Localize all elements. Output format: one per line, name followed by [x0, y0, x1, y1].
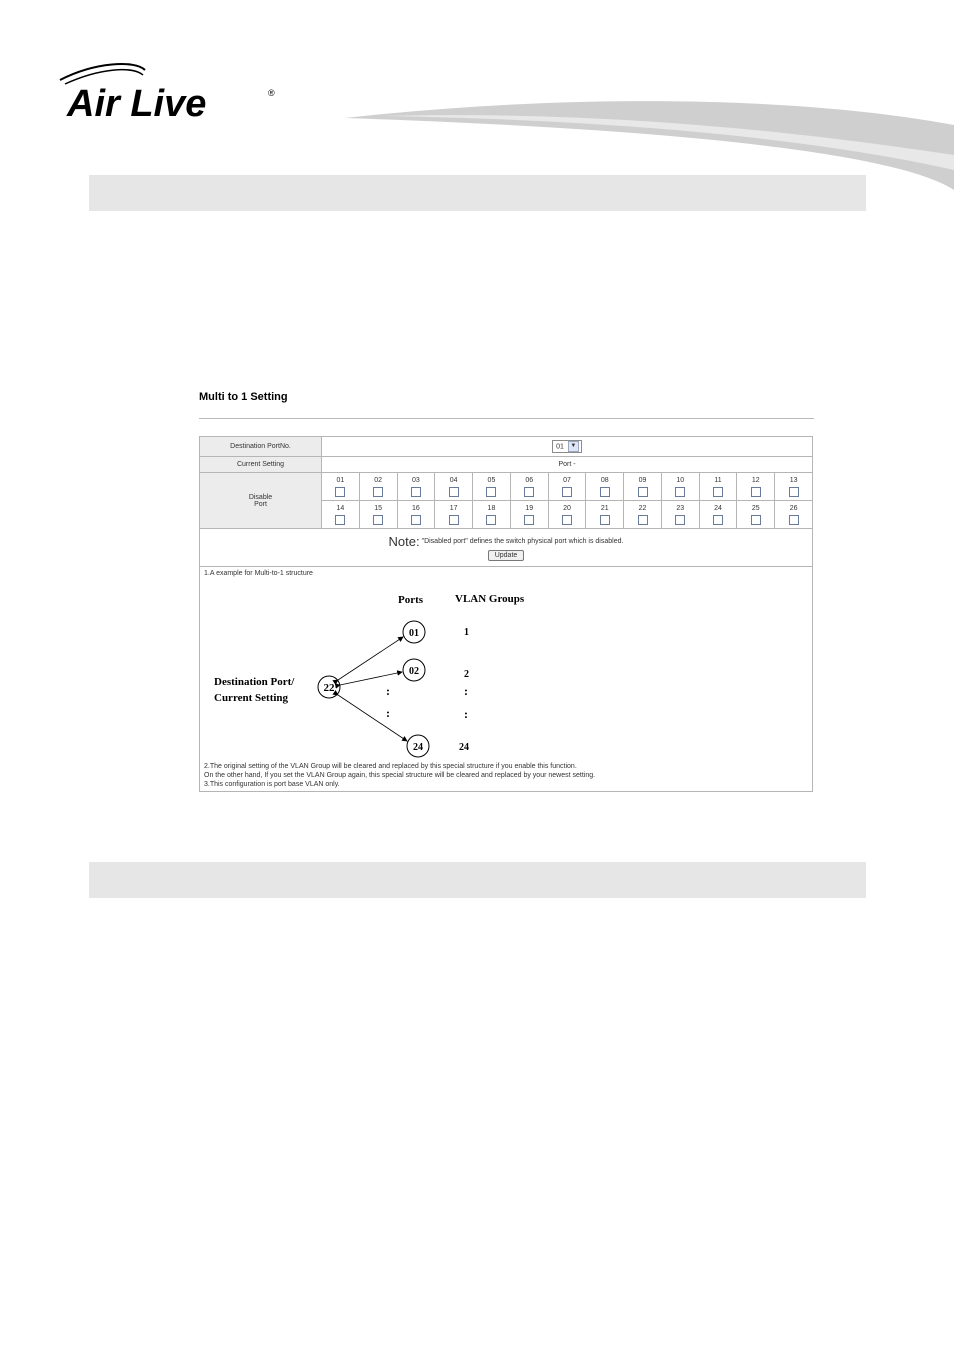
- port-checkbox[interactable]: [411, 487, 421, 497]
- port-node-label: 24: [413, 742, 423, 753]
- disable-label-line1: Disable: [248, 493, 273, 501]
- port-number: 05: [487, 477, 496, 484]
- port-checkbox[interactable]: [486, 515, 496, 525]
- port-cell: [586, 473, 624, 501]
- settings-table: [199, 436, 813, 792]
- vlan-groups-header: VLAN Groups: [455, 593, 525, 605]
- port-cell: [548, 473, 586, 501]
- destination-cell: [322, 437, 813, 457]
- port-checkbox[interactable]: [751, 487, 761, 497]
- note-text: "Disabled port" defines the switch physical port which is disabled.: [421, 538, 624, 545]
- port-checkbox[interactable]: [675, 515, 685, 525]
- registered-mark: ®: [268, 88, 275, 98]
- vlan-group-label: 24: [459, 742, 469, 753]
- port-number: 11: [714, 477, 722, 484]
- port-number: 19: [525, 505, 534, 512]
- link-arrow: [338, 695, 407, 741]
- port-checkbox[interactable]: [713, 515, 723, 525]
- port-cell: [473, 501, 511, 529]
- example-cell: [200, 567, 813, 792]
- destination-label-line2: Current Setting: [214, 692, 289, 704]
- vlan-group-label: 2: [464, 669, 469, 680]
- chevron-down-icon: ▼: [568, 441, 579, 452]
- disable-port-label: [200, 473, 322, 529]
- port-checkbox[interactable]: [449, 515, 459, 525]
- port-number: 18: [487, 505, 496, 512]
- note-cell: [200, 529, 813, 567]
- port-number: 24: [714, 505, 722, 512]
- port-number: 20: [563, 505, 571, 512]
- port-number: 02: [374, 477, 383, 484]
- disable-label-line2: Port: [254, 500, 267, 508]
- destination-label-line1: Destination Port/: [214, 676, 295, 688]
- port-number: 21: [600, 505, 609, 512]
- port-number: 10: [676, 477, 685, 484]
- port-cell: [586, 501, 624, 529]
- port-cell: [775, 473, 813, 501]
- multi-to-1-diagram: [200, 577, 812, 769]
- port-cell: [359, 473, 397, 501]
- port-cell: [661, 473, 699, 501]
- port-number: 07: [563, 477, 571, 484]
- port-number: 22: [638, 505, 647, 512]
- port-checkbox[interactable]: [486, 487, 496, 497]
- destination-port-label: 22: [323, 682, 335, 694]
- port-cell: [775, 501, 813, 529]
- title-divider: [199, 418, 814, 419]
- port-number: 09: [638, 477, 647, 484]
- port-number: 01: [336, 477, 345, 484]
- ellipsis-mark: :: [464, 684, 468, 698]
- port-checkbox[interactable]: [638, 515, 648, 525]
- port-cell: [322, 473, 360, 501]
- example-title: 1.A example for Multi-to-1 structure: [204, 570, 313, 577]
- port-node-label: 02: [409, 666, 419, 677]
- port-cell: [359, 501, 397, 529]
- port-checkbox[interactable]: [600, 515, 610, 525]
- port-checkbox[interactable]: [789, 487, 799, 497]
- panel-title: Multi to 1 Setting: [199, 391, 288, 403]
- port-number: 06: [525, 477, 534, 484]
- port-cell: [435, 501, 473, 529]
- ellipsis-mark: :: [464, 707, 468, 721]
- port-cell: [737, 501, 775, 529]
- port-cell: [435, 473, 473, 501]
- port-cell: [548, 501, 586, 529]
- port-checkbox[interactable]: [789, 515, 799, 525]
- port-number: 26: [789, 505, 798, 512]
- port-number: 25: [751, 505, 760, 512]
- footer-note-3: 3.This configuration is port base VLAN only.: [204, 781, 340, 788]
- section-header-bar: [89, 862, 866, 898]
- section-header-bar: [89, 175, 866, 211]
- port-cell: [624, 473, 662, 501]
- port-checkbox[interactable]: [751, 515, 761, 525]
- destination-value: 01: [556, 443, 564, 451]
- port-number: 12: [751, 477, 760, 484]
- current-setting-value: Port -: [322, 457, 813, 473]
- port-cell: [397, 501, 435, 529]
- port-checkbox[interactable]: [335, 515, 345, 525]
- ellipsis-mark: :: [386, 684, 390, 698]
- port-checkbox[interactable]: [562, 515, 572, 525]
- port-cell: [397, 473, 435, 501]
- update-button[interactable]: Update: [488, 550, 525, 561]
- port-checkbox[interactable]: [449, 487, 459, 497]
- port-checkbox[interactable]: [675, 487, 685, 497]
- destination-label: Destination PortNo.: [200, 437, 322, 457]
- port-checkbox[interactable]: [638, 487, 648, 497]
- port-number: 13: [789, 477, 798, 484]
- port-checkbox[interactable]: [713, 487, 723, 497]
- port-checkbox[interactable]: [373, 487, 383, 497]
- vlan-group-label: 1: [464, 627, 469, 638]
- port-checkbox[interactable]: [600, 487, 610, 497]
- current-setting-label: Current Setting: [200, 457, 322, 473]
- port-number: 03: [412, 477, 420, 484]
- port-number: 16: [412, 505, 420, 512]
- port-cell: [473, 473, 511, 501]
- port-checkbox[interactable]: [373, 515, 383, 525]
- port-number: 04: [449, 477, 458, 484]
- port-cell: [737, 473, 775, 501]
- port-cell: [661, 501, 699, 529]
- destination-select[interactable]: [552, 440, 582, 453]
- footer-note-1: 2.The original setting of the VLAN Group will be cleared and replaced by this special structure if you enable this function.: [204, 763, 577, 770]
- link-arrow: [340, 672, 402, 685]
- note-label: Note:: [388, 534, 420, 549]
- port-checkbox[interactable]: [562, 487, 572, 497]
- port-cell: [510, 501, 548, 529]
- ellipsis-mark: :: [386, 706, 390, 720]
- port-checkbox[interactable]: [524, 515, 534, 525]
- port-cell: [322, 501, 360, 529]
- port-checkbox[interactable]: [411, 515, 421, 525]
- port-number: 17: [449, 505, 458, 512]
- port-number: 08: [600, 477, 609, 484]
- port-cell: [510, 473, 548, 501]
- port-checkbox[interactable]: [524, 487, 534, 497]
- port-number: 23: [676, 505, 685, 512]
- port-cell: [624, 501, 662, 529]
- logo-text: Air Live: [67, 83, 207, 125]
- port-number: 14: [336, 505, 345, 512]
- footer-note-2: On the other hand, If you set the VLAN Group again, this special structure will be cleared and replaced by your newest setting.: [204, 772, 596, 779]
- ports-header: Ports: [398, 594, 424, 606]
- port-checkbox[interactable]: [335, 487, 345, 497]
- port-cell: [699, 473, 737, 501]
- port-number: 15: [374, 505, 383, 512]
- port-cell: [699, 501, 737, 529]
- port-node-label: 01: [409, 628, 419, 639]
